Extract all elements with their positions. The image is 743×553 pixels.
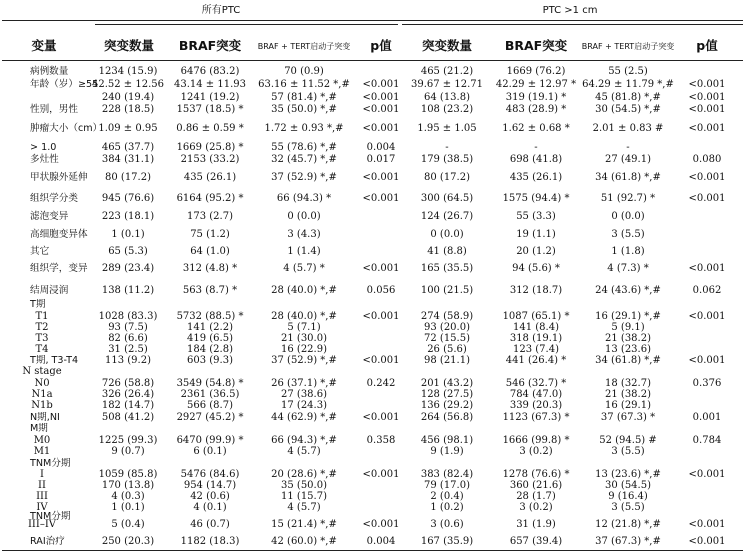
col-header-variable: 变量 bbox=[31, 38, 57, 53]
cell-a: 1 (0.1) bbox=[111, 502, 145, 513]
cell-p: <0.001 bbox=[362, 519, 400, 530]
cell-b: 75 (1.2) bbox=[190, 229, 230, 240]
cell-a: 228 (18.5) bbox=[101, 104, 155, 115]
cell-p: <0.001 bbox=[362, 263, 400, 274]
cell-a: 1059 (85.8) bbox=[98, 469, 158, 480]
cell-c: 16 (22.9) bbox=[281, 344, 327, 355]
cell-f: 16 (29.1) *,# bbox=[595, 311, 661, 322]
group-header-ptc-over-1cm: PTC >1 cm bbox=[542, 5, 598, 16]
cell-f: 1 (1.8) bbox=[611, 246, 645, 257]
cell-d: 274 (58.9) bbox=[420, 311, 474, 322]
cell-q: <0.001 bbox=[688, 469, 726, 480]
cell-e: 3 (0.2) bbox=[519, 502, 553, 513]
rule-group-right bbox=[402, 24, 743, 25]
cell-q: <0.001 bbox=[688, 536, 726, 547]
cell-f: 21 (38.2) bbox=[605, 389, 651, 400]
cell-a: 384 (31.1) bbox=[101, 154, 155, 165]
cell-e: 319 (19.1) * bbox=[505, 92, 567, 103]
col-header-braf-2: BRAF突变 bbox=[504, 38, 568, 53]
cell-q: <0.001 bbox=[688, 263, 726, 274]
cell-a: 9 (0.7) bbox=[111, 446, 145, 457]
cell-b: 4 (0.1) bbox=[193, 502, 227, 513]
cell-q: <0.001 bbox=[688, 193, 726, 204]
col-header-braf-tert: BRAF + TERT启动子突变 bbox=[257, 42, 351, 51]
cell-b: 184 (2.8) bbox=[187, 344, 233, 355]
cell-f: 18 (32.7) bbox=[605, 378, 651, 389]
cell-d: 79 (17.0) bbox=[424, 480, 470, 491]
cell-p: 0.056 bbox=[366, 285, 396, 296]
cell-p: <0.001 bbox=[362, 79, 400, 90]
cell-c: 27 (38.6) bbox=[281, 389, 327, 400]
cell-a: 42.52 ± 12.56 bbox=[92, 79, 164, 90]
cell-e: 435 (26.1) bbox=[509, 172, 563, 183]
row-sublabel: IV bbox=[36, 502, 48, 513]
row-label: > 1.0 bbox=[30, 142, 57, 153]
cell-e: - bbox=[534, 142, 538, 153]
row-label: TNM分期 bbox=[30, 511, 71, 522]
col-header-mut-count-2: 突变数量 bbox=[421, 38, 473, 53]
cell-f: 45 (81.8) *,# bbox=[595, 92, 661, 103]
cell-b: 2153 (33.2) bbox=[180, 154, 240, 165]
cell-b: 6 (0.1) bbox=[193, 446, 227, 457]
cell-f: 37 (67.3) *,# bbox=[595, 536, 661, 547]
cell-f: 4 (7.3) * bbox=[607, 263, 649, 274]
cell-f: 9 (16.4) bbox=[608, 491, 648, 502]
cell-e: 1666 (99.8) * bbox=[502, 435, 570, 446]
cell-q: <0.001 bbox=[688, 172, 726, 183]
cell-e: 1278 (76.6) * bbox=[502, 469, 570, 480]
cell-c: 3 (4.3) bbox=[287, 229, 321, 240]
cell-b: 2927 (45.2) * bbox=[176, 412, 244, 423]
row-label: N期,NI bbox=[30, 412, 60, 423]
cell-f: 12 (21.8) *,# bbox=[595, 519, 661, 530]
cell-e: 94 (5.6) * bbox=[512, 263, 560, 274]
cell-d: 80 (17.2) bbox=[424, 172, 470, 183]
cell-f: 34 (61.8) *,# bbox=[595, 355, 661, 366]
cell-b: 312 (4.8) * bbox=[182, 263, 238, 274]
cell-b: 435 (26.1) bbox=[183, 172, 237, 183]
cell-c: 32 (45.7) *,# bbox=[271, 154, 337, 165]
cell-d: 72 (15.5) bbox=[424, 333, 470, 344]
row-label: RAI治疗 bbox=[30, 536, 65, 547]
cell-e: 698 (41.8) bbox=[509, 154, 563, 165]
cell-f: 3 (5.5) bbox=[611, 229, 645, 240]
cell-e: 1575 (94.4) * bbox=[502, 193, 570, 204]
cell-e: 483 (28.9) * bbox=[505, 104, 567, 115]
cell-d: 1.95 ± 1.05 bbox=[417, 123, 477, 134]
cell-c: 11 (15.7) bbox=[281, 491, 327, 502]
cell-d: 264 (56.8) bbox=[420, 412, 474, 423]
cell-b: 1182 (18.3) bbox=[180, 536, 240, 547]
cell-q: <0.001 bbox=[688, 355, 726, 366]
cell-f: 21 (38.2) bbox=[605, 333, 651, 344]
cell-f: 30 (54.5) *,# bbox=[595, 104, 661, 115]
cell-f: 30 (54.5) bbox=[605, 480, 651, 491]
cell-b: 566 (8.7) bbox=[187, 400, 233, 411]
cell-p: <0.001 bbox=[362, 123, 400, 134]
cell-b: 954 (14.7) bbox=[183, 480, 237, 491]
cell-f: 0 (0.0) bbox=[611, 211, 645, 222]
row-label: 结周浸润 bbox=[30, 285, 69, 296]
cell-b: 2361 (36.5) bbox=[180, 389, 240, 400]
cell-e: 123 (7.4) bbox=[513, 344, 559, 355]
row-sublabel: N1a bbox=[31, 389, 53, 400]
cell-q: 0.376 bbox=[692, 378, 722, 389]
cell-c: 15 (21.4) *,# bbox=[271, 519, 337, 530]
cell-p: 0.017 bbox=[366, 154, 396, 165]
cell-f: 13 (23.6) *,# bbox=[595, 469, 661, 480]
cell-p: <0.001 bbox=[362, 92, 400, 103]
cell-d: 100 (21.5) bbox=[420, 285, 474, 296]
cell-b: 3549 (54.8) * bbox=[176, 378, 244, 389]
cell-q: 0.001 bbox=[692, 412, 722, 423]
cell-b: 46 (0.7) bbox=[190, 519, 230, 530]
cell-f: 5 (9.1) bbox=[611, 322, 645, 333]
cell-a: 508 (41.2) bbox=[101, 412, 155, 423]
cell-e: 55 (3.3) bbox=[516, 211, 556, 222]
cell-c: 66 (94.3) * bbox=[276, 193, 332, 204]
cell-d: 0 (0.0) bbox=[430, 229, 464, 240]
cell-c: 70 (0.9) bbox=[284, 66, 324, 77]
row-label: T期, T3-T4 bbox=[30, 355, 79, 366]
cell-a: 1234 (15.9) bbox=[98, 66, 158, 77]
row-label: 组织学，变异 bbox=[30, 263, 88, 274]
cell-e: 441 (26.4) * bbox=[505, 355, 567, 366]
cell-d: 9 (1.9) bbox=[430, 446, 464, 457]
row-sublabel: T4 bbox=[35, 344, 49, 355]
cell-a: 80 (17.2) bbox=[105, 172, 151, 183]
cell-b: 603 (9.3) bbox=[187, 355, 233, 366]
cell-a: 1028 (83.3) bbox=[98, 311, 158, 322]
cell-p: <0.001 bbox=[362, 193, 400, 204]
cell-c: 26 (37.1) *,# bbox=[271, 378, 337, 389]
cell-p: 0.358 bbox=[366, 435, 396, 446]
cell-f: 13 (23.6) bbox=[605, 344, 651, 355]
cell-a: 726 (58.8) bbox=[101, 378, 155, 389]
row-sublabel: III bbox=[36, 491, 48, 502]
cell-d: 128 (27.5) bbox=[420, 389, 474, 400]
cell-e: 42.29 ± 12.97 * bbox=[495, 79, 577, 90]
cell-d: 300 (64.5) bbox=[420, 193, 474, 204]
cell-b: 6164 (95.2) * bbox=[176, 193, 244, 204]
cell-d: 26 (5.6) bbox=[427, 344, 467, 355]
row-label: TNM分期 bbox=[30, 458, 71, 469]
cell-e: 1669 (76.2) bbox=[506, 66, 566, 77]
cell-p: <0.001 bbox=[362, 355, 400, 366]
rule-bottom bbox=[2, 550, 743, 551]
cell-b: 42 (0.6) bbox=[190, 491, 230, 502]
cell-a: 250 (20.3) bbox=[101, 536, 155, 547]
cell-a: 465 (37.7) bbox=[101, 142, 155, 153]
cell-c: 20 (28.6) *,# bbox=[271, 469, 337, 480]
cell-d: 383 (82.4) bbox=[420, 469, 474, 480]
cell-d: 179 (38.5) bbox=[420, 154, 474, 165]
cell-b: 5476 (84.6) bbox=[180, 469, 240, 480]
cell-a: 31 (2.5) bbox=[108, 344, 148, 355]
cell-b: 43.14 ± 11.93 bbox=[174, 79, 246, 90]
cell-c: 55 (78.6) *,# bbox=[271, 142, 337, 153]
cell-d: 456 (98.1) bbox=[420, 435, 474, 446]
cell-q: <0.001 bbox=[688, 92, 726, 103]
cell-b: 0.86 ± 0.59 * bbox=[176, 123, 244, 134]
rule-group-left bbox=[95, 24, 398, 25]
cell-q: <0.001 bbox=[688, 123, 726, 134]
cell-e: 28 (1.7) bbox=[516, 491, 556, 502]
cell-b: 1669 (25.8) * bbox=[176, 142, 244, 153]
row-sublabel: N0 bbox=[34, 378, 50, 389]
cell-p: <0.001 bbox=[362, 311, 400, 322]
cell-c: 57 (81.4) *,# bbox=[271, 92, 337, 103]
cell-d: 136 (29.2) bbox=[420, 400, 474, 411]
cell-q: <0.001 bbox=[688, 519, 726, 530]
cell-q: 0.784 bbox=[692, 435, 722, 446]
cell-d: 124 (26.7) bbox=[420, 211, 474, 222]
cell-d: 165 (35.5) bbox=[420, 263, 474, 274]
row-label: 病例数量 bbox=[30, 66, 69, 77]
cell-c: 21 (30.0) bbox=[281, 333, 327, 344]
row-sublabel: T2 bbox=[35, 322, 49, 333]
cell-d: 108 (23.2) bbox=[420, 104, 474, 115]
cell-a: 170 (13.8) bbox=[101, 480, 155, 491]
row-sublabel: II bbox=[38, 480, 46, 491]
cell-f: 37 (67.3) * bbox=[600, 412, 656, 423]
cell-p: <0.001 bbox=[362, 104, 400, 115]
cell-d: 93 (20.0) bbox=[424, 322, 470, 333]
cell-b: 563 (8.7) * bbox=[182, 285, 238, 296]
cell-e: 360 (21.6) bbox=[509, 480, 563, 491]
cell-c: 28 (40.0) *,# bbox=[271, 285, 337, 296]
cell-d: - bbox=[445, 142, 449, 153]
col-header-p-2: p值 bbox=[696, 38, 718, 53]
row-sublabel: M0 bbox=[33, 435, 51, 446]
cell-e: 1.62 ± 0.68 * bbox=[502, 123, 570, 134]
cell-f: 3 (5.5) bbox=[611, 502, 645, 513]
group-header-all-ptc: 所有PTC bbox=[201, 5, 241, 16]
cell-b: 1537 (18.5) * bbox=[176, 104, 244, 115]
cell-b: 173 (2.7) bbox=[187, 211, 233, 222]
cell-c: 35 (50.0) *,# bbox=[271, 104, 337, 115]
cell-e: 19 (1.1) bbox=[516, 229, 556, 240]
cell-c: 28 (40.0) *,# bbox=[271, 311, 337, 322]
cell-p: 0.004 bbox=[366, 536, 396, 547]
cell-f: 55 (2.5) bbox=[608, 66, 648, 77]
cell-p: <0.001 bbox=[362, 469, 400, 480]
cell-f: 3 (5.5) bbox=[611, 446, 645, 457]
cell-c: 37 (52.9) *,# bbox=[271, 172, 337, 183]
cell-p: 0.242 bbox=[366, 378, 396, 389]
row-sublabel: I bbox=[40, 469, 44, 480]
row-label: 甲状腺外延伸 bbox=[30, 172, 88, 183]
rule-top bbox=[2, 20, 743, 21]
rule-header-bottom bbox=[2, 60, 743, 61]
cell-a: 945 (76.6) bbox=[101, 193, 155, 204]
row-label: 滤泡变异 bbox=[30, 211, 69, 222]
row-label: 肿瘤大小（cm） bbox=[30, 123, 103, 134]
col-header-p: p值 bbox=[370, 38, 392, 53]
row-label: M期 bbox=[30, 423, 48, 434]
cell-f: 51 (92.7) * bbox=[600, 193, 656, 204]
cell-e: 1123 (67.3) * bbox=[502, 412, 570, 423]
cell-d: 1 (0.2) bbox=[430, 502, 464, 513]
cell-f: 16 (29.1) bbox=[605, 400, 651, 411]
cell-f: 52 (94.5) # bbox=[599, 435, 657, 446]
col-header-braf: BRAF突变 bbox=[178, 38, 242, 53]
cell-f: 24 (43.6) *,# bbox=[595, 285, 661, 296]
cell-c: 1.72 ± 0.93 *,# bbox=[264, 123, 344, 134]
cell-e: 312 (18.7) bbox=[509, 285, 563, 296]
cell-a: 1.09 ± 0.95 bbox=[98, 123, 158, 134]
cell-p: 0.004 bbox=[366, 142, 396, 153]
cell-b: 64 (1.0) bbox=[190, 246, 230, 257]
cell-a: 240 (19.4) bbox=[101, 92, 155, 103]
cell-c: 63.16 ± 11.52 *,# bbox=[258, 79, 350, 90]
cell-e: 31 (1.9) bbox=[516, 519, 556, 530]
cell-e: 318 (19.1) bbox=[509, 333, 563, 344]
cell-q: <0.001 bbox=[688, 311, 726, 322]
cell-b: 6470 (99.9) * bbox=[176, 435, 244, 446]
cell-c: 5 (7.1) bbox=[287, 322, 321, 333]
cell-a: 93 (7.5) bbox=[108, 322, 148, 333]
cell-d: 167 (35.9) bbox=[420, 536, 474, 547]
cell-q: 0.062 bbox=[692, 285, 722, 296]
cell-b: 419 (6.5) bbox=[187, 333, 233, 344]
row-sublabel: N stage bbox=[22, 366, 62, 377]
cell-f: 27 (49.1) bbox=[605, 154, 651, 165]
cell-f: 64.29 ± 11.79 *,# bbox=[582, 79, 674, 90]
row-sublabel: T3 bbox=[35, 333, 49, 344]
cell-f: 34 (61.8) *,# bbox=[595, 172, 661, 183]
cell-a: 113 (9.2) bbox=[105, 355, 151, 366]
row-label: 其它 bbox=[30, 246, 50, 257]
cell-p: <0.001 bbox=[362, 172, 400, 183]
cell-a: 1 (0.1) bbox=[111, 229, 145, 240]
cell-a: 289 (23.4) bbox=[101, 263, 155, 274]
cell-a: 4 (0.3) bbox=[111, 491, 145, 502]
cell-e: 546 (32.7) * bbox=[505, 378, 567, 389]
cell-b: 1241 (19.2) bbox=[180, 92, 240, 103]
cell-c: 4 (5.7) bbox=[287, 446, 321, 457]
cell-d: 41 (8.8) bbox=[427, 246, 467, 257]
cell-f: - bbox=[626, 142, 630, 153]
cell-c: 37 (52.9) *,# bbox=[271, 355, 337, 366]
cell-q: 0.080 bbox=[692, 154, 722, 165]
cell-b: 5732 (88.5) * bbox=[176, 311, 244, 322]
cell-c: 17 (24.3) bbox=[281, 400, 327, 411]
cell-p: <0.001 bbox=[362, 412, 400, 423]
cell-b: 141 (2.2) bbox=[187, 322, 233, 333]
cell-e: 20 (1.2) bbox=[516, 246, 556, 257]
cell-a: 65 (5.3) bbox=[108, 246, 148, 257]
cell-a: 1225 (99.3) bbox=[98, 435, 158, 446]
cell-d: 3 (0.6) bbox=[430, 519, 464, 530]
cell-d: 2 (0.4) bbox=[430, 491, 464, 502]
cell-d: 201 (43.2) bbox=[420, 378, 474, 389]
row-label: 组织学分类 bbox=[30, 193, 78, 204]
cell-a: 223 (18.1) bbox=[101, 211, 155, 222]
cell-a: 182 (14.7) bbox=[101, 400, 155, 411]
cell-a: 5 (0.4) bbox=[111, 519, 145, 530]
cell-e: 657 (39.4) bbox=[509, 536, 563, 547]
cell-a: 326 (26.4) bbox=[101, 389, 155, 400]
cell-c: 0 (0.0) bbox=[287, 211, 321, 222]
cell-a: 82 (6.6) bbox=[108, 333, 148, 344]
row-label: T期 bbox=[30, 299, 46, 310]
cell-q: <0.001 bbox=[688, 104, 726, 115]
cell-d: 465 (21.2) bbox=[420, 66, 474, 77]
cell-f: 2.01 ± 0.83 # bbox=[592, 123, 664, 134]
cell-d: 39.67 ± 12.71 bbox=[411, 79, 483, 90]
row-label: 高细胞变异体 bbox=[30, 229, 88, 240]
cell-c: 42 (60.0) *,# bbox=[271, 536, 337, 547]
col-header-mut-count: 突变数量 bbox=[103, 38, 155, 53]
cell-e: 1087 (65.1) * bbox=[502, 311, 570, 322]
row-label: 性别，男性 bbox=[30, 104, 78, 115]
cell-a: 138 (11.2) bbox=[101, 285, 155, 296]
cell-e: 141 (8.4) bbox=[513, 322, 559, 333]
row-label: 年龄（岁）≥55 bbox=[30, 79, 99, 90]
col-header-braf-tert-2: BRAF + TERT启动子突变 bbox=[581, 42, 675, 51]
cell-c: 4 (5.7) bbox=[287, 502, 321, 513]
row-label: 多灶性 bbox=[30, 154, 59, 165]
cell-q: <0.001 bbox=[688, 79, 726, 90]
cell-c: 35 (50.0) bbox=[281, 480, 327, 491]
row-sublabel: M1 bbox=[33, 446, 51, 457]
cell-c: 4 (5.7) * bbox=[283, 263, 325, 274]
row-sublabel: III–IV bbox=[27, 519, 57, 530]
cell-b: 6476 (83.2) bbox=[180, 66, 240, 77]
cell-e: 339 (20.3) bbox=[509, 400, 563, 411]
cell-d: 64 (13.8) bbox=[424, 92, 470, 103]
row-sublabel: T1 bbox=[35, 311, 49, 322]
cell-c: 44 (62.9) *,# bbox=[271, 412, 337, 423]
cell-c: 1 (1.4) bbox=[287, 246, 321, 257]
row-sublabel: N1b bbox=[31, 400, 53, 411]
cell-c: 66 (94.3) *,# bbox=[271, 435, 337, 446]
cell-d: 98 (21.1) bbox=[424, 355, 470, 366]
cell-e: 784 (47.0) bbox=[509, 389, 563, 400]
cell-e: 3 (0.2) bbox=[519, 446, 553, 457]
